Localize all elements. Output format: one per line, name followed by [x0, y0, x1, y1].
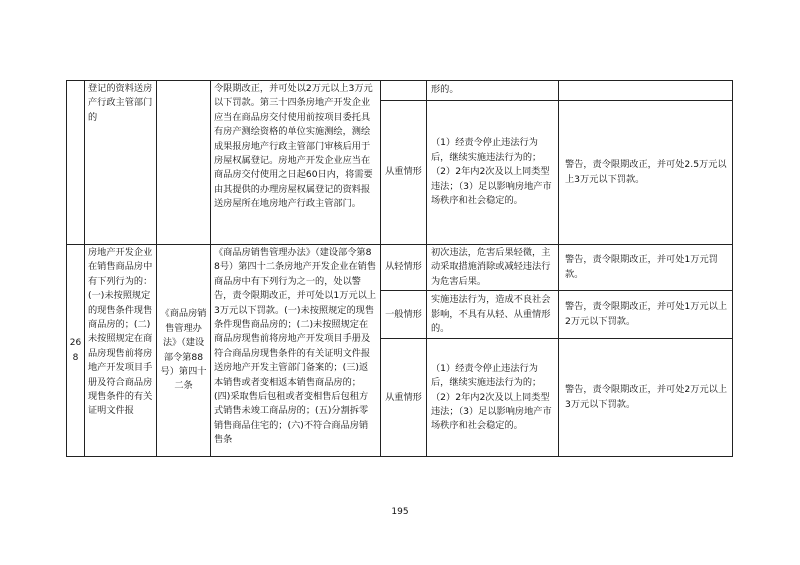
- circumstance-cell: [381, 81, 427, 101]
- penalty-standard-table-page: [66, 80, 732, 455]
- table-row: [67, 81, 733, 101]
- circumstance-cell: 从重情形: [381, 101, 427, 245]
- circumstance-cell: 一般情形: [381, 291, 427, 339]
- basis-cell: [157, 81, 211, 245]
- standard-cell: 初次违法，危害后果轻微，主动采取措施消除或减轻违法行为危害后果。: [427, 245, 559, 291]
- basis-cell: 《商品房销售管理办法》（建设部令第88号）第四十二条: [157, 245, 211, 457]
- row-number: 268: [67, 245, 85, 457]
- page-number: 195: [391, 507, 409, 517]
- violation-cell: 登记的资料送房产行政主管部门的: [85, 81, 157, 245]
- row-number: [67, 81, 85, 245]
- penalty-cell: 警告，责令限期改正，并可处1万元以上2万元以下罚款。: [559, 291, 733, 339]
- table-row: [67, 245, 733, 291]
- penalty-cell: 警告，责令限期改正，并可处2.5万元以上3万元以下罚款。: [559, 101, 733, 245]
- provision-cell: 令限期改正，并可处以2万元以上3万元以下罚款。第三十四条房地产开发企业应当在商品房交付使用前按项目委托具有房产测绘资格的单位实施测绘，测绘成果报房地产行政主管部门审核后用于房屋权属登记。房地产开发企业应当在商品房交付使用之日起60日内，将需要由其提供的办理房屋权属登记的资料报送房屋所在地房地产行政主管部门。: [211, 81, 381, 245]
- standard-cell: 形的。: [427, 81, 559, 101]
- standard-cell: （1）经责令停止违法行为后，继续实施违法行为的；（2）2年内2次及以上同类型违法；（3）足以影响房地产市场秩序和社会稳定的。: [427, 339, 559, 457]
- circumstance-cell: 从重情形: [381, 339, 427, 457]
- standard-cell: （1）经责令停止违法行为后，继续实施违法行为的；（2）2年内2次及以上同类型违法；（3）足以影响房地产市场秩序和社会稳定的。: [427, 101, 559, 245]
- penalty-cell: 警告，责令限期改正，并可处2万元以上3万元以下罚款。: [559, 339, 733, 457]
- standard-cell: 实施违法行为，造成不良社会影响，不具有从轻、从重情形的。: [427, 291, 559, 339]
- provision-cell: 《商品房销售管理办法》（建设部令第88号）第四十二条房地产开发企业在销售商品房中有下列行为之一的，处以警告，责令限期改正，并可处以1万元以上3万元以下罚款。(一)未按照规定的现售条件现售商品房的；(二)未按照规定在商品房现售前将房地产开发项目手册及符合商品房现售条件的有关证明文件报送房地产开发主管部门备案的；(三)返本销售或者变相返本销售商品房的；(四)采取售后包租或者变相售后包租方式销售未竣工商品房的；(五)分割拆零销售商品住宅的；(六)不符合商品房销售条: [211, 245, 381, 457]
- penalty-cell: 警告，责令限期改正，并可处1万元罚款。: [559, 245, 733, 291]
- violation-cell: 房地产开发企业在销售商品房中有下列行为的：(一)未按照规定的现售条件现售商品房的；(二)未按照规定在商品房现售前将房地产开发项目手册及符合商品房现售条件的有关证明文件报: [85, 245, 157, 457]
- circumstance-cell: 从轻情形: [381, 245, 427, 291]
- penalty-standard-table: [66, 80, 733, 457]
- penalty-cell: [559, 81, 733, 101]
